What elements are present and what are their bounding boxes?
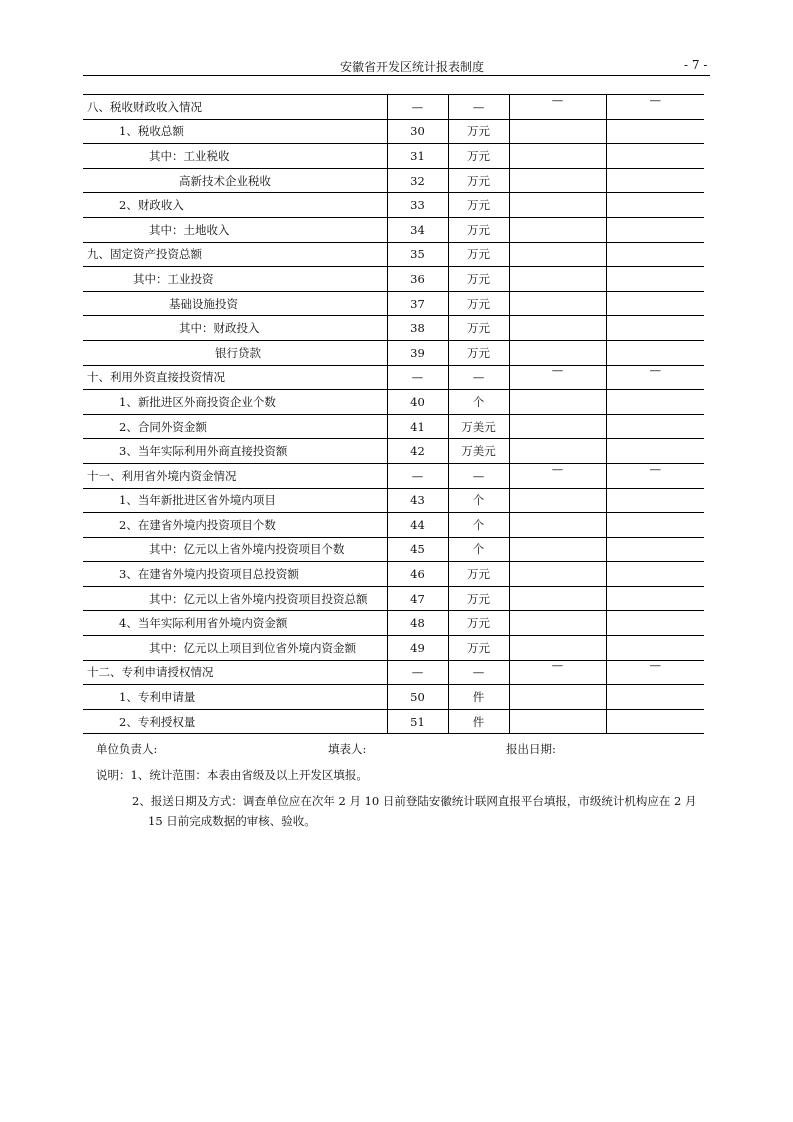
row-item-label — [83, 144, 387, 169]
row-unit-text: 万元 — [467, 345, 490, 360]
table-row — [83, 537, 704, 562]
row-item-label — [83, 709, 387, 734]
row-item-label — [83, 193, 387, 218]
row-item-label-text: 十一、利用省外境内资金情况 — [87, 468, 237, 483]
row-item-label-text: 2、合同外资金额 — [119, 419, 207, 434]
row-code — [387, 562, 448, 587]
row-unit — [448, 439, 509, 464]
row-code-text: — — [411, 468, 424, 483]
row-value-b — [606, 463, 704, 488]
note-2-line-2: 15 日前完成数据的审核、验收。 — [148, 814, 316, 828]
row-value-a — [509, 463, 606, 488]
row-value-b — [606, 316, 704, 341]
row-code — [387, 414, 448, 439]
row-value-a — [509, 242, 606, 267]
row-unit-text: 万元 — [467, 567, 490, 582]
row-item-label — [83, 611, 387, 636]
row-value-a — [509, 709, 606, 734]
table-row — [83, 611, 704, 636]
row-value-a — [509, 537, 606, 562]
table-row — [83, 365, 704, 390]
row-code — [387, 390, 448, 415]
row-unit-text: 个 — [472, 394, 485, 409]
row-value-a — [509, 217, 606, 242]
row-item-label — [83, 488, 387, 513]
row-unit-text: 个 — [472, 542, 485, 557]
header-rule — [83, 75, 710, 76]
statistics-table — [83, 94, 704, 734]
row-code — [387, 217, 448, 242]
row-item-label — [83, 267, 387, 292]
row-item-label — [83, 636, 387, 661]
row-item-label-text: 九、固定资产投资总额 — [87, 247, 202, 262]
row-code-text: 49 — [410, 640, 425, 655]
row-value-a — [509, 92, 606, 120]
row-code-text: 42 — [410, 444, 425, 459]
row-value-a — [509, 267, 606, 292]
row-code-text: — — [411, 99, 424, 114]
row-item-label — [83, 217, 387, 242]
row-unit-text: 万元 — [467, 616, 490, 631]
table-row — [83, 709, 704, 734]
row-code — [387, 168, 448, 193]
row-value-b — [606, 685, 704, 710]
row-unit-text: 个 — [472, 493, 485, 508]
row-code — [387, 586, 448, 611]
row-code-text: 47 — [410, 591, 425, 606]
row-item-label — [83, 242, 387, 267]
row-unit — [448, 291, 509, 316]
row-unit-text: 万元 — [467, 222, 490, 237]
row-code-text: 32 — [410, 173, 425, 188]
table-row — [83, 193, 704, 218]
row-unit-text: 件 — [472, 714, 485, 729]
row-item-label — [83, 291, 387, 316]
row-code-text: 37 — [410, 296, 425, 311]
row-code-text: 31 — [410, 148, 425, 163]
table-row — [83, 685, 704, 710]
row-code — [387, 513, 448, 538]
statistics-table-body — [83, 92, 704, 734]
row-unit-text: 万元 — [467, 321, 490, 336]
row-item-label-text: 其中：工业税收 — [149, 148, 230, 163]
document-header-title: 安徽省开发区统计报表制度 — [340, 60, 485, 74]
row-value-b — [606, 709, 704, 734]
row-unit — [448, 586, 509, 611]
row-value-a — [509, 193, 606, 218]
row-item-label — [83, 562, 387, 587]
row-value-b — [606, 537, 704, 562]
table-row — [83, 316, 704, 341]
row-item-label-text: 其中：亿元以上省外境内投资项目个数 — [149, 542, 345, 557]
row-code-text: 34 — [410, 222, 425, 237]
row-value-a — [509, 168, 606, 193]
table-row — [83, 291, 704, 316]
row-code — [387, 537, 448, 562]
row-value-a-text: — — [551, 363, 564, 378]
row-value-b — [606, 267, 704, 292]
row-item-label-text: 十二、专利申请授权情况 — [87, 665, 214, 680]
row-unit — [448, 660, 509, 685]
row-code-text: 36 — [410, 271, 425, 286]
row-code-text: 48 — [410, 616, 425, 631]
row-item-label — [83, 513, 387, 538]
row-item-label-text: 1、专利申请量 — [119, 690, 196, 705]
row-unit-text: 万元 — [467, 640, 490, 655]
row-item-label-text: 其中：亿元以上项目到位省外境内资金额 — [149, 640, 356, 655]
note-1: 说明：1、统计范围：本表由省级及以上开发区填报。 — [96, 768, 368, 782]
row-value-a — [509, 291, 606, 316]
row-value-a — [509, 390, 606, 415]
row-item-label-text: 3、当年实际利用外商直接投资额 — [119, 444, 288, 459]
table-row — [83, 267, 704, 292]
row-value-a-text: — — [551, 461, 564, 476]
row-value-b — [606, 193, 704, 218]
row-value-b — [606, 660, 704, 685]
row-value-a — [509, 144, 606, 169]
row-value-a — [509, 513, 606, 538]
row-unit — [448, 144, 509, 169]
table-row — [83, 636, 704, 661]
row-code-text: 41 — [410, 419, 425, 434]
row-item-label-text: 其中：亿元以上省外境内投资项目投资总额 — [149, 591, 368, 606]
row-unit — [448, 242, 509, 267]
row-value-b — [606, 92, 704, 120]
row-unit-text: 万元 — [467, 271, 490, 286]
row-code — [387, 340, 448, 365]
row-code-text: 50 — [410, 690, 425, 705]
row-unit — [448, 168, 509, 193]
row-unit — [448, 611, 509, 636]
row-value-a — [509, 685, 606, 710]
row-item-label-text: 2、在建省外境内投资项目个数 — [119, 517, 276, 532]
row-code-text: 43 — [410, 493, 425, 508]
row-value-a — [509, 439, 606, 464]
row-value-b — [606, 340, 704, 365]
row-value-b — [606, 217, 704, 242]
row-value-b-text: — — [649, 92, 661, 107]
row-value-a — [509, 340, 606, 365]
table-row — [83, 414, 704, 439]
row-item-label-text: 2、财政收入 — [119, 198, 184, 213]
report-date-label: 报出日期: — [506, 742, 556, 756]
table-row — [83, 217, 704, 242]
row-code — [387, 267, 448, 292]
row-value-a — [509, 488, 606, 513]
table-row — [83, 660, 704, 685]
row-value-b-text: — — [649, 461, 661, 476]
row-item-label — [83, 414, 387, 439]
row-unit-text: 万元 — [467, 148, 490, 163]
row-item-label-text: 其中：土地收入 — [149, 222, 230, 237]
row-code-text: 35 — [410, 247, 425, 262]
row-item-label-text: 银行贷款 — [215, 345, 261, 360]
filler-label: 填表人: — [328, 742, 367, 756]
row-value-a — [509, 365, 606, 390]
row-value-a — [509, 660, 606, 685]
row-item-label — [83, 463, 387, 488]
row-value-b-text: — — [649, 363, 661, 378]
row-item-label — [83, 660, 387, 685]
row-code — [387, 709, 448, 734]
row-code — [387, 488, 448, 513]
row-item-label-text: 1、新批进区外商投资企业个数 — [119, 394, 276, 409]
row-code — [387, 144, 448, 169]
row-item-label-text: 十、利用外资直接投资情况 — [87, 370, 225, 385]
row-value-a — [509, 611, 606, 636]
row-code-text: 33 — [410, 198, 425, 213]
row-unit — [448, 217, 509, 242]
table-row — [83, 390, 704, 415]
row-code — [387, 365, 448, 390]
row-item-label-text: 3、在建省外境内投资项目总投资额 — [119, 567, 299, 582]
row-unit — [448, 709, 509, 734]
row-value-b — [606, 488, 704, 513]
row-code — [387, 439, 448, 464]
row-unit-text: 件 — [472, 690, 485, 705]
row-code-text: 45 — [410, 542, 425, 557]
row-unit — [448, 636, 509, 661]
row-value-b — [606, 414, 704, 439]
row-unit-text: 万元 — [467, 124, 490, 139]
table-row — [83, 488, 704, 513]
row-code — [387, 611, 448, 636]
row-item-label — [83, 365, 387, 390]
row-code-text: 38 — [410, 321, 425, 336]
row-unit — [448, 513, 509, 538]
row-unit — [448, 488, 509, 513]
page-number: - 7 - — [684, 58, 708, 72]
row-value-b — [606, 365, 704, 390]
row-unit-text: 万美元 — [461, 419, 496, 434]
row-code-text: 30 — [410, 124, 425, 139]
row-code — [387, 95, 448, 120]
row-value-b — [606, 144, 704, 169]
row-unit-text: — — [472, 665, 485, 680]
row-unit — [448, 414, 509, 439]
row-unit-text: — — [472, 468, 485, 483]
row-item-label — [83, 537, 387, 562]
row-value-a-text: — — [551, 658, 564, 673]
table-row — [83, 168, 704, 193]
row-value-b-text: — — [649, 658, 661, 673]
row-value-b — [606, 513, 704, 538]
row-code — [387, 660, 448, 685]
row-unit-text: 万元 — [467, 247, 490, 262]
row-item-label — [83, 685, 387, 710]
row-unit — [448, 119, 509, 144]
row-code-text: 51 — [410, 714, 425, 729]
row-unit — [448, 365, 509, 390]
row-unit-text: — — [472, 99, 485, 114]
row-item-label — [83, 95, 387, 120]
row-code-text: — — [411, 370, 424, 385]
table-row — [83, 242, 704, 267]
table-row — [83, 95, 704, 120]
row-unit — [448, 316, 509, 341]
row-code-text: 40 — [410, 394, 425, 409]
row-unit — [448, 562, 509, 587]
table-row — [83, 439, 704, 464]
row-code — [387, 242, 448, 267]
row-value-b — [606, 168, 704, 193]
row-code — [387, 636, 448, 661]
row-value-b — [606, 119, 704, 144]
table-row — [83, 562, 704, 587]
row-unit-text: 万元 — [467, 296, 490, 311]
row-code — [387, 463, 448, 488]
row-item-label-text: 4、当年实际利用省外境内资金额 — [119, 616, 288, 631]
table-row — [83, 340, 704, 365]
row-value-a — [509, 586, 606, 611]
row-unit — [448, 193, 509, 218]
row-code-text: 39 — [410, 345, 425, 360]
row-item-label-text: 基础设施投资 — [169, 296, 238, 311]
row-value-a — [509, 119, 606, 144]
row-item-label — [83, 119, 387, 144]
row-value-b — [606, 586, 704, 611]
row-item-label-text: 1、税收总额 — [119, 124, 184, 139]
row-unit — [448, 267, 509, 292]
row-item-label — [83, 586, 387, 611]
row-value-b — [606, 611, 704, 636]
table-row — [83, 144, 704, 169]
row-code-text: — — [411, 665, 424, 680]
table-row — [83, 586, 704, 611]
row-unit — [448, 390, 509, 415]
row-code — [387, 119, 448, 144]
row-item-label — [83, 316, 387, 341]
row-value-b — [606, 390, 704, 415]
row-item-label — [83, 439, 387, 464]
row-item-label-text: 2、专利授权量 — [119, 714, 196, 729]
row-value-a — [509, 636, 606, 661]
row-item-label — [83, 168, 387, 193]
note-2-line-1: 2、报送日期及方式：调查单位应在次年 2 月 10 日前登陆安徽统计联网直报平台填报，市级统计机构应在 2 月 — [132, 794, 697, 808]
row-item-label-text: 其中：财政投入 — [179, 321, 260, 336]
row-item-label-text: 1、当年新批进区省外境内项目 — [119, 493, 276, 508]
row-value-b — [606, 291, 704, 316]
row-item-label-text: 其中：工业投资 — [133, 271, 214, 286]
row-unit-text: 万元 — [467, 198, 490, 213]
row-unit-text: 万元 — [467, 591, 490, 606]
row-item-label-text: 八、税收财政收入情况 — [87, 99, 202, 114]
row-value-a — [509, 316, 606, 341]
row-unit — [448, 685, 509, 710]
row-code-text: 44 — [410, 517, 425, 532]
table-row — [83, 513, 704, 538]
row-code-text: 46 — [410, 567, 425, 582]
row-unit-text: — — [472, 370, 485, 385]
row-code — [387, 685, 448, 710]
row-unit — [448, 537, 509, 562]
row-value-b — [606, 242, 704, 267]
row-value-a — [509, 414, 606, 439]
row-code — [387, 193, 448, 218]
table-row — [83, 463, 704, 488]
row-unit-text: 万美元 — [461, 444, 496, 459]
row-unit-text: 万元 — [467, 173, 490, 188]
table-row — [83, 119, 704, 144]
row-unit-text: 个 — [472, 517, 485, 532]
row-item-label-text: 高新技术企业税收 — [179, 173, 271, 188]
unit-head-label: 单位负责人: — [96, 742, 158, 756]
row-code — [387, 291, 448, 316]
row-value-a-text: — — [551, 92, 564, 107]
row-unit — [448, 340, 509, 365]
row-code — [387, 316, 448, 341]
row-value-b — [606, 439, 704, 464]
row-unit — [448, 95, 509, 120]
row-item-label — [83, 340, 387, 365]
row-item-label — [83, 390, 387, 415]
row-value-a — [509, 562, 606, 587]
row-unit — [448, 463, 509, 488]
row-value-b — [606, 562, 704, 587]
row-value-b — [606, 636, 704, 661]
